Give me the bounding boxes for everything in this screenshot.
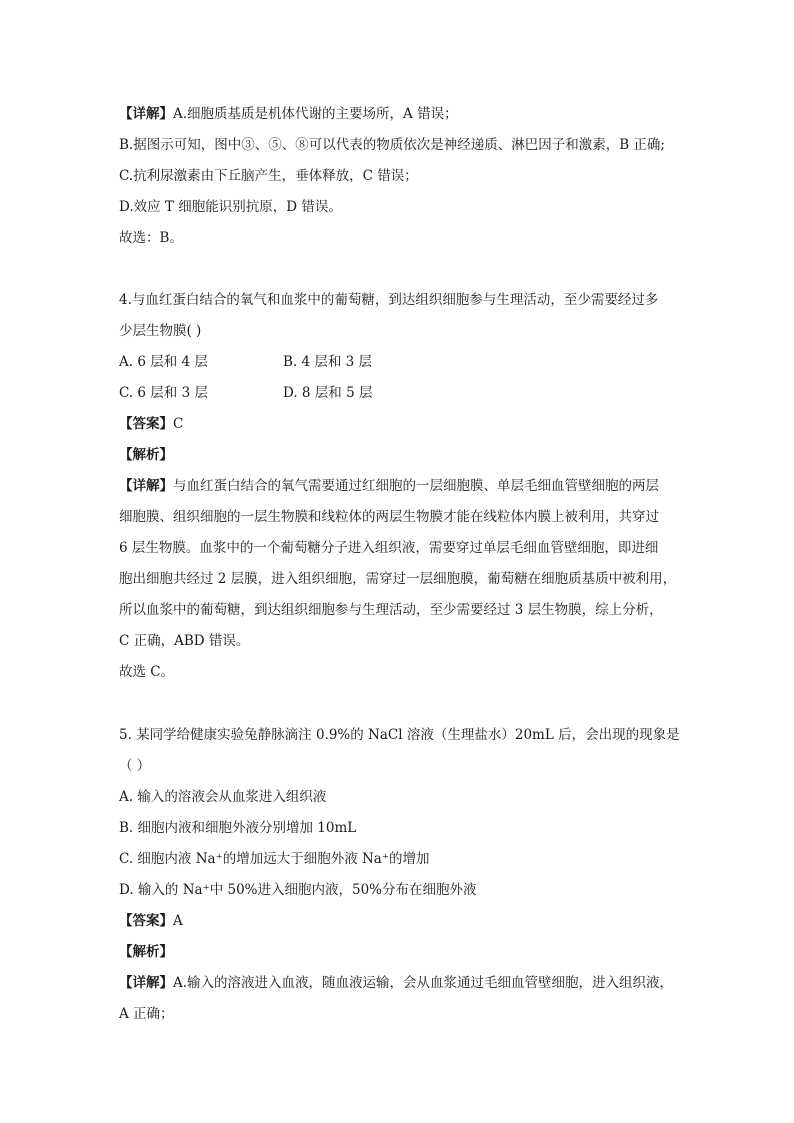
answer-value: C	[173, 416, 184, 432]
q4-stem-line-1: 4.与血红蛋白结合的氧气和血浆中的葡萄糖，到达组织细胞参与生理活动，至少需要经过多	[119, 292, 659, 308]
q5-detail-line-1: 【详解】A.输入的溶液进入血液，随血液运输，会从血浆通过毛细血管壁细胞，进入组织液，	[119, 975, 674, 991]
prev-detail-line-3: C.抗利尿激素由下丘脑产生，垂体释放，C 错误；	[119, 168, 418, 184]
prev-conclusion: 故选：B。	[119, 230, 183, 246]
prev-detail-line-1: 【详解】A.细胞质基质是机体代谢的主要场所，A 错误；	[119, 106, 458, 122]
q4-option-d: D. 8 层和 5 层	[283, 385, 373, 401]
q4-detail-line-5: 所以血浆中的葡萄糖，到达组织细胞参与生理活动，至少需要经过 3 层生物膜，综上分析，	[119, 602, 663, 618]
q5-stem-line-1: 5. 某同学给健康实验兔静脉滴注 0.9%的 NaCl 溶液（生理盐水）20mL 后，会出现的现象是	[119, 727, 680, 743]
q4-conclusion: 故选 C。	[119, 664, 175, 680]
q5-stem-line-2: （ ）	[119, 758, 151, 774]
q5-option-d: D. 输入的 Na⁺中 50%进入细胞内液，50%分布在细胞外液	[119, 882, 477, 898]
prev-detail-line-4: D.效应 T 细胞能识别抗原，D 错误。	[119, 199, 342, 215]
prev-detail-line-2: B.据图示可知，图中③、⑤、⑧可以代表的物质依次是神经递质、淋巴因子和激素，B 正确;	[119, 137, 665, 153]
answer-label: 【答案】	[119, 913, 173, 929]
q5-detail-line-2: A 正确；	[119, 1006, 174, 1022]
q5-answer	[119, 911, 183, 931]
q4-detail-line-2: 细胞膜、组织细胞的一层生物膜和线粒体的两层生物膜才能在线粒体内膜上被利用，共穿过	[119, 509, 659, 525]
q4-detail-line-1: 【详解】与血红蛋白结合的氧气需要通过红细胞的一层细胞膜、单层毛细血管壁细胞的两层	[119, 478, 659, 494]
q4-detail-line-3: 6 层生物膜。血浆中的一个葡萄糖分子进入组织液，需要穿过单层毛细血管壁细胞，即进细	[119, 540, 659, 556]
detail-label: 【详解】	[119, 106, 173, 122]
q4-stem-line-2: 少层生物膜( )	[119, 323, 202, 339]
answer-label: 【答案】	[119, 416, 173, 432]
q5-option-c: C. 细胞内液 Na⁺的增加远大于细胞外液 Na⁺的增加	[119, 851, 430, 867]
q5-option-a: A. 输入的溶液会从血浆进入组织液	[119, 789, 327, 805]
q5-analysis-label: 【解析】	[119, 944, 173, 960]
q5-option-b: B. 细胞内液和细胞外液分别增加 10mL	[119, 820, 357, 836]
q4-option-b: B. 4 层和 3 层	[283, 354, 373, 370]
q4-detail-line-4: 胞出细胞共经过 2 层膜，进入组织细胞，需穿过一层细胞膜，葡萄糖在细胞质基质中被利用，	[119, 571, 677, 587]
q4-option-a: A. 6 层和 4 层	[119, 354, 208, 370]
detail-label: 【详解】	[119, 478, 173, 494]
detail-label: 【详解】	[119, 975, 173, 991]
answer-value: A	[173, 913, 183, 929]
q4-detail-line-6: C 正确，ABD 错误。	[119, 633, 250, 649]
q4-analysis-label: 【解析】	[119, 447, 173, 463]
q4-answer	[119, 414, 183, 434]
q4-option-c: C. 6 层和 3 层	[119, 385, 208, 401]
